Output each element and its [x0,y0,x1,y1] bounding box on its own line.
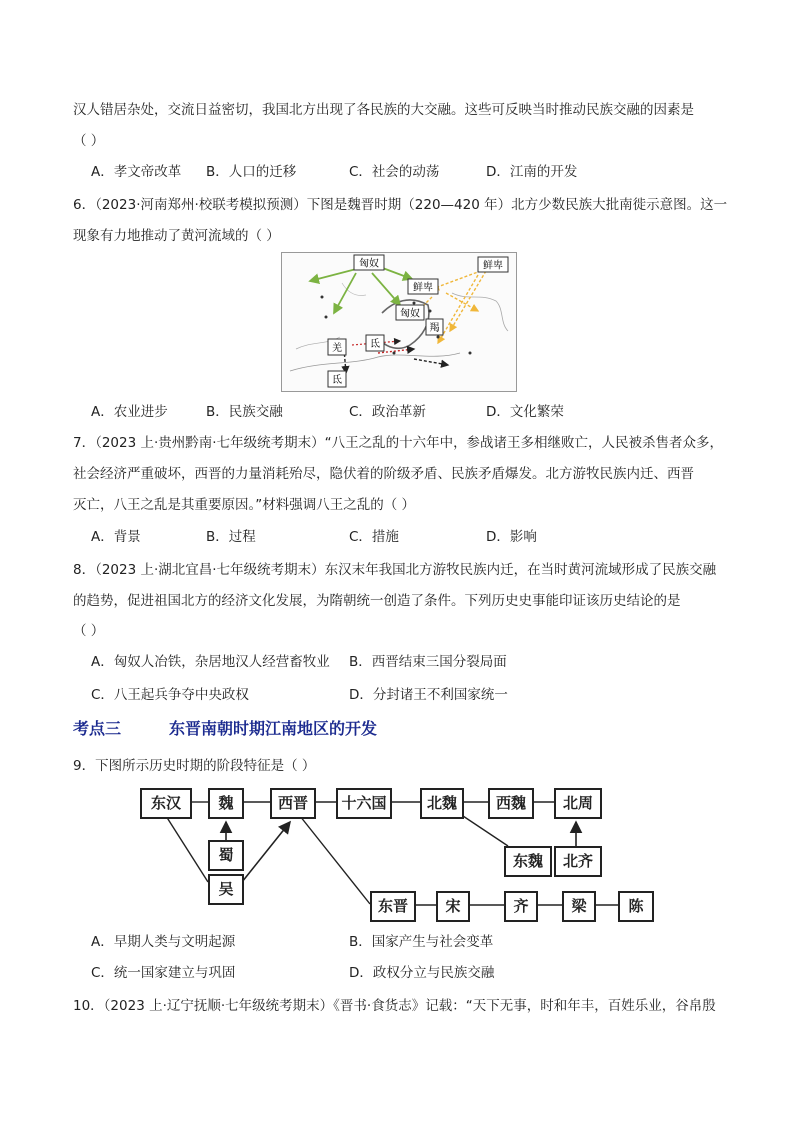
map-label-qiang [328,339,346,355]
q8-stem-line-2: 的趋势，促进祖国北方的经济文化发展，为隋朝统一创造了条件。下列历史史事能印证该历史结论的是 [73,593,681,609]
city-dot [429,310,432,313]
q5-option-c: C．社会的动荡 [349,164,440,180]
node-shu: 蜀 [208,840,244,871]
migration-map [281,252,517,392]
q6-option-c: C．政治革新 [349,404,426,420]
svg-text:鲜卑: 鲜卑 [413,282,433,294]
node-wu: 吴 [208,874,244,905]
map-label-di-bottom [328,371,346,387]
node-liang: 梁 [562,891,596,922]
map-label-xiongnu-top [354,255,384,270]
q7-option-b: B．过程 [206,529,256,545]
svg-text:羯: 羯 [429,323,440,334]
q8-stem-line-1: 8．（2023 上·湖北宜昌·七年级统考期末）东汉末年我国北方游牧民族内迁，在当时黄河流域形成了民族交融 [73,562,717,578]
city-dot [437,336,440,339]
node-xijin: 西晋 [270,788,316,819]
q6-stem-line-1: 6．（2023·河南郑州·校联考模拟预测）下图是魏晋时期（220—420 年）北方少数民族大批南徙示意图。这一 [73,197,728,213]
svg-text:氐: 氐 [332,375,342,386]
city-dot [321,296,324,299]
city-dot [393,352,396,355]
q9-option-c: C．统一国家建立与巩固 [91,965,236,981]
node-qi: 齐 [504,891,538,922]
node-chen: 陈 [618,891,654,922]
node-song: 宋 [436,891,470,922]
q10-stem-line-1: 10．（2023 上·辽宁抚顺·七年级统考期末）《晋书·食货志》记载：“天下无事，时和年丰，百姓乐业，谷帛殷 [73,998,716,1014]
node-donghan: 东汉 [140,788,192,819]
intro-line-2: （ ） [73,133,105,149]
q7-option-a: A．背景 [91,529,141,545]
svg-text:匈奴: 匈奴 [359,258,379,270]
svg-text:氐: 氐 [370,339,380,350]
map-label-xianbei-top [478,257,508,272]
node-shiliuguo: 十六国 [336,788,392,819]
q9-option-d: D．政权分立与民族交融 [349,965,495,981]
node-beiqi: 北齐 [554,846,602,877]
migration-map-figure [282,253,516,391]
q5-option-b: B．人口的迁移 [206,164,297,180]
q7-option-d: D．影响 [486,529,537,545]
q7-stem-line-1: 7．（2023 上·贵州黔南·七年级统考期末）“八王之乱的十六年中，参战诸王多相继败亡，人民被杀售者众多， [73,435,724,451]
q6-stem-line-2: 现象有力地推动了黄河流域的（ ） [73,228,280,244]
q8-option-c: C．八王起兵争夺中央政权 [91,687,249,703]
map-label-jie [426,319,443,335]
q8-stem-line-3: （ ） [73,623,105,639]
q9-stem: 9．下图所示历史时期的阶段特征是（ ） [73,758,316,774]
map-label-xiongnu-mid [396,305,424,320]
section-heading [73,718,377,740]
q8-option-b: B．西晋结束三国分裂局面 [349,654,507,670]
map-label-xianbei-mid [408,279,438,294]
node-beizhou: 北周 [554,788,602,819]
city-dot [413,302,416,305]
q7-stem-line-2: 社会经济严重破坏，西晋的力量消耗殆尽，隐伏着的阶级矛盾、民族矛盾爆发。北方游牧民族内迁、西晋 [73,466,694,482]
q9-option-a: A．早期人类与文明起源 [91,934,236,950]
svg-text:鲜卑: 鲜卑 [483,260,503,272]
node-xiwei: 西魏 [488,788,534,819]
q6-option-b: B．民族交融 [206,404,283,420]
city-dot [325,316,328,319]
svg-text:羌: 羌 [332,343,342,354]
q7-stem-line-3: 灭亡，八王之乱是其重要原因。”材料强调八王之乱的（ ） [73,497,416,513]
q8-option-d: D．分封诸王不利国家统一 [349,687,508,703]
svg-text:匈奴: 匈奴 [400,308,420,320]
q8-option-a: A．匈奴人冶铁，杂居地汉人经营畜牧业 [91,654,330,670]
city-dot [469,352,472,355]
node-wei: 魏 [208,788,244,819]
q7-option-c: C．措施 [349,529,399,545]
q5-option-d: D．江南的开发 [486,164,578,180]
section-title-text: 东晋南朝时期江南地区的开发 [169,719,378,738]
dynasty-chain-diagram [140,784,660,924]
intro-line-1: 汉人错居杂处，交流日益密切，我国北方出现了各民族的大交融。这些可反映当时推动民族交融的因素是 [73,102,694,118]
map-label-di-right [366,335,384,351]
node-dongjin: 东晋 [370,891,416,922]
node-dongwei: 东魏 [504,846,552,877]
q9-option-b: B．国家产生与社会变革 [349,934,494,950]
section-label: 考点三 [73,719,122,738]
q6-option-a: A．农业进步 [91,404,168,420]
node-beiwei: 北魏 [420,788,464,819]
q6-option-d: D．文化繁荣 [486,404,564,420]
q5-option-a: A．孝文帝改革 [91,164,182,180]
